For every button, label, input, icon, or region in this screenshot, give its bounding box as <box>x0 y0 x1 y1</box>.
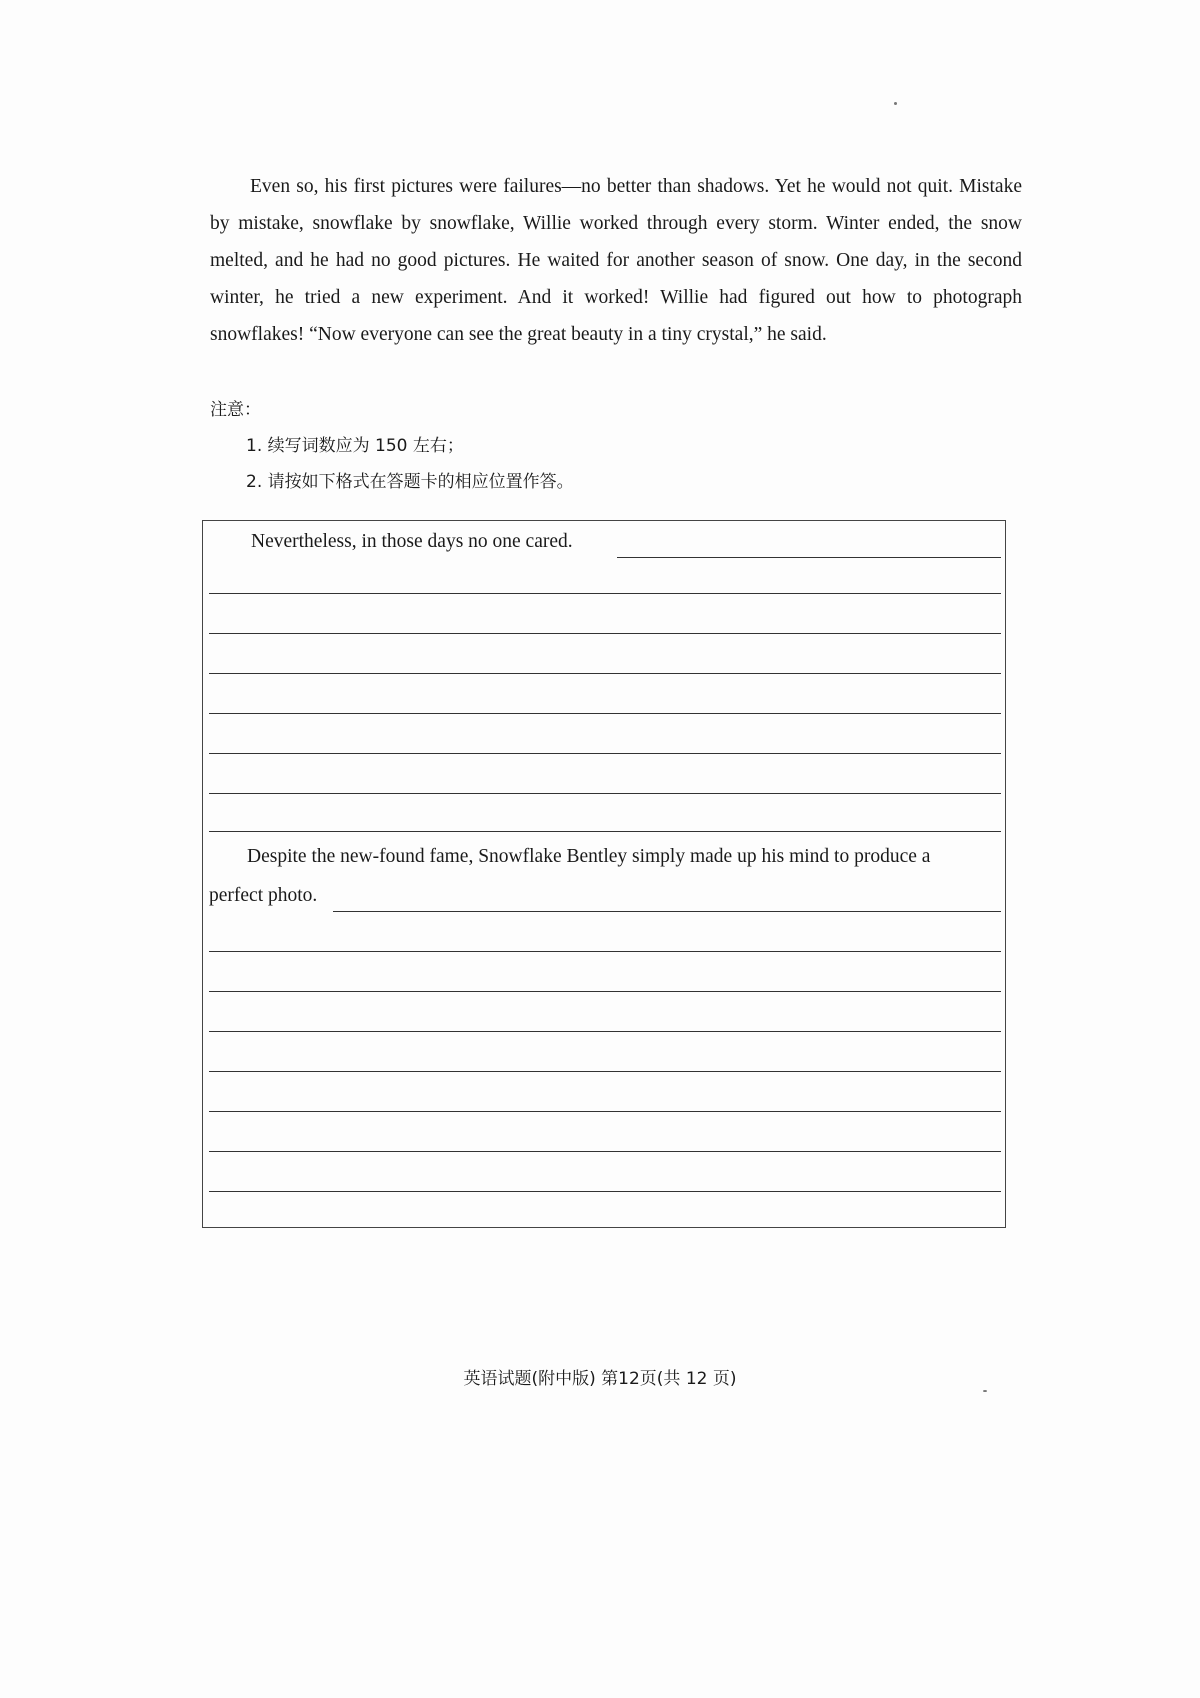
note-item-format: 2. 请按如下格式在答题卡的相应位置作答。 <box>246 472 574 492</box>
notes-section <box>210 392 574 500</box>
continuation-prompt-2-end: perfect photo. <box>209 885 318 906</box>
writing-line[interactable] <box>209 753 1001 754</box>
notes-title: 注意： <box>210 400 261 420</box>
writing-line[interactable] <box>209 1111 1001 1112</box>
writing-line[interactable] <box>209 831 1001 832</box>
writing-line[interactable] <box>209 991 1001 992</box>
continuation-prompt-1: Nevertheless, in those days no one cared. <box>251 531 573 552</box>
page-footer: 英语试题(附中版) 第12页(共 12 页) <box>463 1369 737 1389</box>
story-passage <box>210 168 1022 353</box>
writing-line[interactable] <box>209 1191 1001 1192</box>
writing-line[interactable] <box>209 633 1001 634</box>
continuation-prompt-2: Despite the new-found fame, Snowflake Bentley simply made up his mind to produce a <box>247 846 931 867</box>
answer-box <box>202 520 1006 1228</box>
writing-line[interactable] <box>209 1031 1001 1032</box>
scan-speck <box>894 102 897 105</box>
passage-paragraph: Even so, his first pictures were failures—no better than shadows. Yet he would not quit. Mistake by mistake, snowflake by snowflake, Willie worked through every storm. Winter ended, the snow melted, and he had no good pictures. He waited for another season of snow. One day, in the second winter, he tried a new experiment. And it worked! Willie had figured out how to photograph snowflakes! “Now everyone can see the great beauty in a tiny crystal,” he said. <box>210 176 1022 345</box>
writing-line[interactable] <box>209 713 1001 714</box>
writing-line[interactable] <box>209 951 1001 952</box>
writing-line[interactable] <box>333 911 1001 912</box>
note-item-word-count: 1. 续写词数应为 150 左右； <box>246 436 464 456</box>
scan-speck <box>983 1390 987 1392</box>
writing-line[interactable] <box>209 673 1001 674</box>
writing-line[interactable] <box>209 1151 1001 1152</box>
writing-line[interactable] <box>209 793 1001 794</box>
writing-line[interactable] <box>209 1071 1001 1072</box>
writing-line[interactable] <box>209 593 1001 594</box>
writing-line[interactable] <box>617 557 1001 558</box>
